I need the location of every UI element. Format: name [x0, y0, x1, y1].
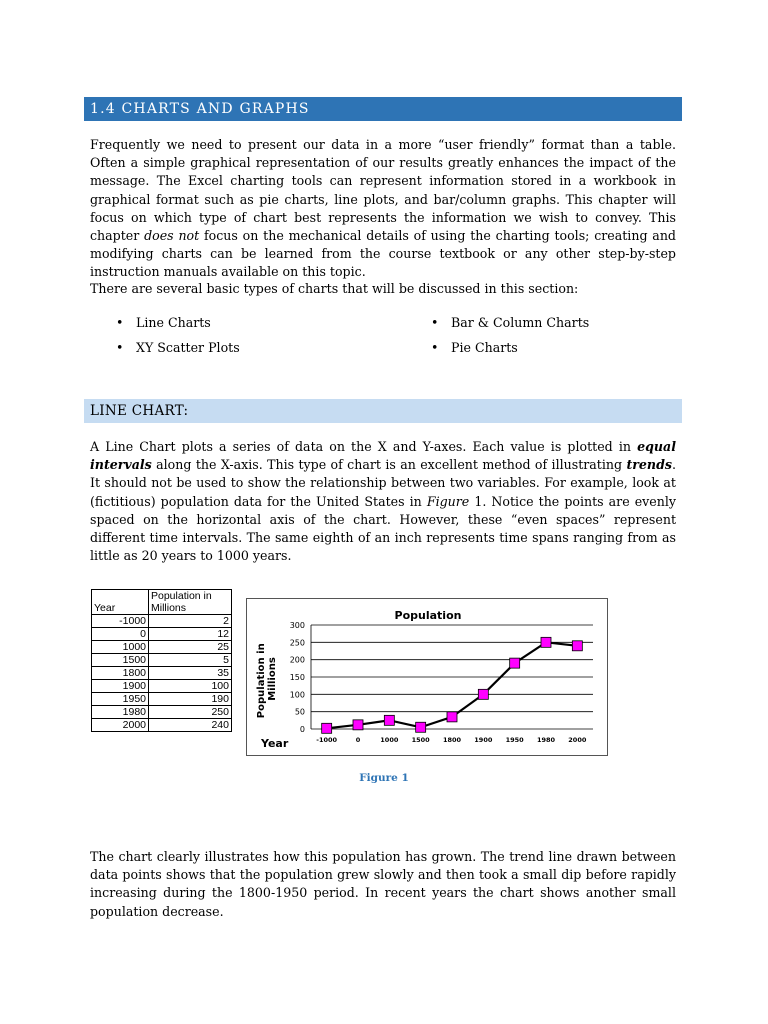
- chart-x-ticks: [316, 736, 587, 744]
- y-tick-label: 50: [294, 707, 305, 717]
- section-heading-text: 1.4 CHARTS AND GRAPHS: [90, 101, 310, 117]
- data-point: [541, 637, 551, 647]
- chart-x-axis-label: Year: [261, 737, 289, 750]
- intro-emphasis: does not: [144, 228, 200, 244]
- table-cell-year: 2000: [92, 719, 149, 732]
- data-point: [416, 722, 426, 732]
- table-row: [92, 615, 232, 628]
- bullet-item: • Line Charts: [110, 310, 240, 335]
- table-header-row: [92, 590, 232, 615]
- population-chart: [246, 598, 608, 756]
- data-point: [322, 723, 332, 733]
- bullet-item: • XY Scatter Plots: [110, 335, 240, 360]
- chart-title: Population: [394, 609, 462, 622]
- x-tick-label: 1950: [505, 736, 524, 744]
- table-row: [92, 680, 232, 693]
- data-point: [384, 715, 394, 725]
- table-cell-population: 25: [149, 641, 232, 654]
- table-cell-population: 240: [149, 719, 232, 732]
- chart-y-axis-label: [256, 640, 278, 718]
- intro-text-2: focus on the mechanical details of using the charting tools; creating and modifying charts can be learned from the course textbook or any other step-by-step instruction manuals available on this topic.: [90, 228, 676, 280]
- line-emphasis-1: equal intervals: [90, 439, 676, 473]
- x-tick-label: 1500: [411, 736, 430, 744]
- x-tick-label: 0: [355, 736, 361, 744]
- table-cell-population: 2: [149, 615, 232, 628]
- table-cell-year: 1000: [92, 641, 149, 654]
- y-tick-label: 200: [289, 655, 305, 665]
- table-cell-year: 1500: [92, 654, 149, 667]
- x-tick-label: 1000: [380, 736, 399, 744]
- data-point: [572, 641, 582, 651]
- section-heading: [84, 97, 682, 121]
- line-text-4: 1. Notice the points are evenly spaced on the horizontal axis of the chart. However, these “even spaces” represent different time intervals. The same eighth of an inch represents time spans ranging from as little as 20 years to 1000 years.: [90, 493, 676, 564]
- table-row: [92, 641, 232, 654]
- y-tick-label: 150: [289, 673, 305, 682]
- line-emphasis-3: Figure: [426, 493, 470, 509]
- bullet-item: • Bar & Column Charts: [425, 310, 589, 335]
- line-emphasis-2: trends: [626, 457, 672, 473]
- x-tick-label: 1900: [474, 736, 493, 744]
- y-axis-label-line: Millions: [267, 657, 278, 701]
- line-chart-heading-text: LINE CHART:: [90, 403, 189, 419]
- y-axis-label-line: Population in: [256, 643, 267, 719]
- table-body: [92, 615, 232, 732]
- table-cell-year: 0: [92, 628, 149, 641]
- table-cell-year: 1800: [92, 667, 149, 680]
- x-tick-label: 1800: [442, 736, 462, 744]
- bullet-list-right: [425, 310, 589, 360]
- line-text-1: A Line Chart plots a series of data on the X and Y-axes. Each value is plotted in: [90, 439, 638, 454]
- line-chart-heading: [84, 399, 682, 423]
- table-row: [92, 693, 232, 706]
- line-text-3: . It should not be used to show the relationship between two variables. For example, look at (fictitious) population data for the United States in: [90, 457, 676, 509]
- table-cell-population: 100: [149, 680, 232, 693]
- table-cell-population: 5: [149, 654, 232, 667]
- figure-caption: Figure 1: [359, 772, 409, 784]
- table-cell-population: 250: [149, 706, 232, 719]
- population-table: [91, 589, 232, 732]
- data-point: [447, 712, 457, 722]
- data-point: [478, 689, 488, 699]
- table-cell-population: 12: [149, 628, 232, 641]
- table-row: [92, 719, 232, 732]
- chart-series: [322, 637, 583, 733]
- x-tick-label: -1000: [316, 736, 338, 744]
- x-tick-label: 1980: [536, 736, 556, 744]
- table-header-year: Year: [92, 590, 149, 615]
- data-point: [510, 658, 520, 668]
- y-tick-label: 250: [289, 638, 305, 648]
- table-row: [92, 706, 232, 719]
- line-chart-paragraph: [90, 438, 676, 565]
- bullet-list-left: [110, 310, 240, 360]
- table-header-population: Population in Millions: [149, 590, 232, 615]
- chart-types-intro: There are several basic types of charts that will be discussed in this section:: [90, 281, 579, 296]
- table-row: [92, 654, 232, 667]
- y-tick-label: 300: [289, 621, 305, 630]
- table-row: [92, 628, 232, 641]
- intro-text-1: Frequently we need to present our data in a more “user friendly” format than a table. Often a simple graphical representation of our results greatly enhances the impact of the message. The Excel charting tools can represent information stored in a workbook in graphical format such as pie charts, line plots, and bar/column graphs. This chapter will focus on which type of chart best represents the information we wish to convey. This chapter: [90, 137, 676, 244]
- conclusion-paragraph: The chart clearly illustrates how this population has grown. The trend line drawn between data points shows that the population grew slowly and then took a small dip before rapidly increasing during the 1800-1950 period. In recent years the chart shows another small population decrease.: [90, 849, 676, 919]
- table-cell-population: 35: [149, 667, 232, 680]
- chart-y-ticks: [290, 621, 305, 734]
- y-tick-label: 0: [299, 725, 305, 734]
- line-text-2: along the X-axis. This type of chart is an excellent method of illustrating: [151, 457, 627, 473]
- data-point: [353, 720, 363, 730]
- intro-paragraph: [90, 136, 676, 282]
- bullet-item: • Pie Charts: [425, 335, 589, 360]
- table-cell-year: 1900: [92, 680, 149, 693]
- y-tick-label: 100: [289, 690, 305, 700]
- table-cell-year: -1000: [92, 615, 149, 628]
- x-tick-label: 2000: [568, 736, 587, 744]
- table-row: [92, 667, 232, 680]
- table-cell-population: 190: [149, 693, 232, 706]
- chart-svg: [247, 599, 607, 755]
- table-cell-year: 1980: [92, 706, 149, 719]
- table-cell-year: 1950: [92, 693, 149, 706]
